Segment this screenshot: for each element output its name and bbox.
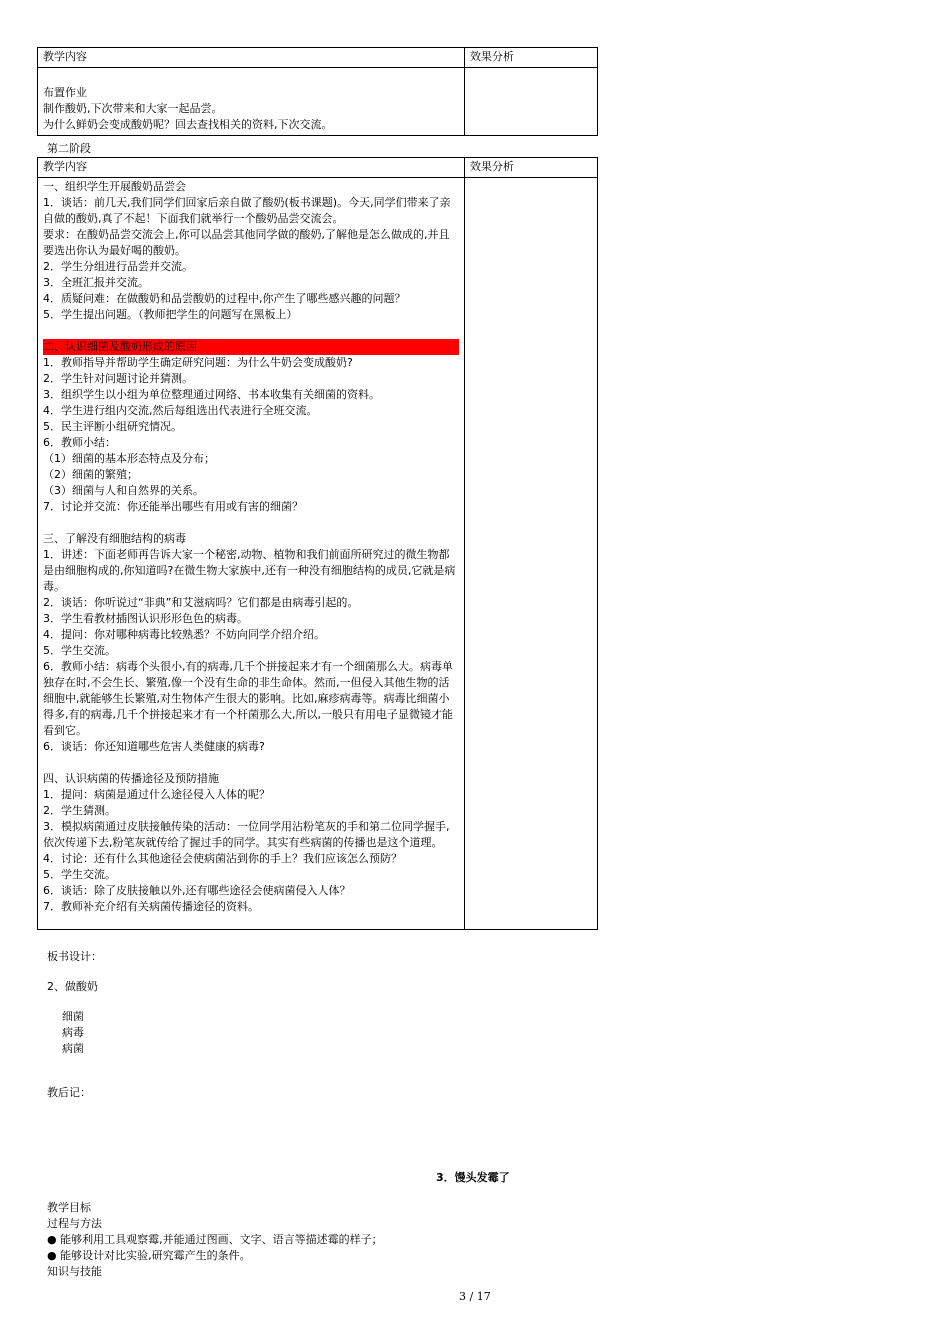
header-teaching-content: 教学内容 (38, 158, 465, 178)
effect-analysis-cell (465, 178, 598, 930)
content-line: 5．学生交流。 (43, 868, 116, 881)
content-line: （3）细菌与人和自然界的关系。 (43, 484, 204, 497)
content-line: 1．讲述：下面老师再告诉大家一个秘密,动物、植物和我们前面所研究过的微生物都是由细胞构成的,你知道吗?在微生物大家族中,还有一种没有细胞结构的成员,它就是病毒。 (43, 548, 456, 593)
table-body-row (38, 178, 598, 930)
content-line: 5．民主评断小组研究情况。 (43, 420, 182, 433)
content-line: 布置作业 (43, 86, 87, 99)
content-line: 4．学生进行组内交流,然后每组选出代表进行全班交流。 (43, 404, 318, 417)
board-item: 细菌 (62, 1010, 84, 1023)
content-line: 3．组织学生以小组为单位整理通过网络、书本收集有关细菌的资料。 (43, 388, 380, 401)
teaching-content-cell (38, 178, 465, 930)
board-design-label: 板书设计： (47, 950, 102, 963)
lesson-line: 过程与方法 (47, 1217, 102, 1230)
lesson-bullet-line: ● 能够利用工具观察霉,并能通过图画、文字、语言等描述霉的样子； (47, 1233, 383, 1246)
content-line: 6．教师小结： (43, 436, 116, 449)
blank-line (43, 755, 459, 771)
highlighted-section-heading: 二、认识细菌及酸奶形成的原因 (43, 339, 459, 355)
table-header-row (38, 48, 598, 68)
content-line: （2）细菌的繁殖； (43, 468, 138, 481)
content-line: 2．谈话：你听说过“非典”和艾滋病吗？它们都是由病毒引起的。 (43, 596, 359, 609)
header-effect-analysis: 效果分析 (465, 158, 598, 178)
section-heading: 三、了解没有细胞结构的病毒 (43, 532, 186, 545)
table-body-row (38, 68, 598, 136)
lesson-table-2 (37, 157, 598, 930)
content-line: 1．谈话：前几天,我们同学们回家后亲自做了酸奶(板书课题)。今天,同学们带来了亲自做的酸奶,真了不起！下面我们就举行一个酸奶品尝交流会。 (43, 196, 451, 225)
header-effect-analysis: 效果分析 (465, 48, 598, 68)
content-line: 1．教师指导并帮助学生确定研究问题：为什么牛奶会变成酸奶? (43, 356, 353, 369)
content-line: 4．提问：你对哪种病毒比较熟悉？不妨向同学介绍介绍。 (43, 628, 325, 641)
content-line (43, 69, 459, 85)
lesson-table-1 (37, 47, 598, 136)
lesson-line: 教学目标 (47, 1201, 91, 1214)
content-line: 2．学生分组进行品尝并交流。 (43, 260, 193, 273)
content-line: 6．谈话：你还知道哪些危害人类健康的病毒? (43, 740, 265, 753)
board-topic: 2、做酸奶 (47, 980, 98, 993)
content-line: 5．学生提出问题。（教师把学生的问题写在黑板上） (43, 308, 298, 321)
content-line: 要求：在酸奶品尝交流会上,你可以品尝其他同学做的酸奶,了解他是怎么做成的,并且要选出你认为最好喝的酸奶。 (43, 228, 450, 257)
content-line: 2．学生猜测。 (43, 804, 116, 817)
blank-line (43, 515, 459, 531)
content-line: 1．提问：病菌是通过什么途径侵入人体的呢？ (43, 788, 270, 801)
table-header-row (38, 158, 598, 178)
content-line: 制作酸奶,下次带来和大家一起品尝。 (43, 102, 223, 115)
content-line: 4．讨论：还有什么其他途径会使病菌沾到你的手上？我们应该怎么预防？ (43, 852, 402, 865)
content-line: 7．讨论并交流：你还能举出哪些有用或有害的细菌？ (43, 500, 303, 513)
content-line: 2．学生针对问题讨论并猜测。 (43, 372, 193, 385)
header-teaching-content: 教学内容 (38, 48, 465, 68)
lesson-bullet-line: ● 能够设计对比实验,研究霉产生的条件。 (47, 1249, 251, 1262)
content-line: 5．学生交流。 (43, 644, 116, 657)
content-line: 3．模拟病菌通过皮肤接触传染的活动：一位同学用沾粉笔灰的手和第二位同学握手,依次传递下去,粉笔灰就传给了握过手的同学。其实有些病菌的传播也是这个道理。 (43, 820, 450, 849)
content-line: 3．学生看教材插图认识形形色色的病毒。 (43, 612, 248, 625)
content-line: 7．教师补充介绍有关病菌传播途径的资料。 (43, 900, 259, 913)
content-line: 一、组织学生开展酸奶品尝会 (43, 180, 186, 193)
content-line: 6．教师小结：病毒个头很小,有的病毒,几千个拼接起来才有一个细菌那么大。病毒单独存在时,不会生长、繁殖,像一个没有生命的非生命体。然而,一但侵入其他生物的活细胞中,就能够生长繁殖,对生物体产生很大的影响。比如,麻疹病毒等。病毒比细菌小得多,有的病毒,几千个拼接起来才有一个杆菌那么大,所以,一般只有用电子显微镜才能看到它。 (43, 660, 453, 737)
teaching-content-cell (38, 68, 465, 136)
content-line: 为什么鲜奶会变成酸奶呢？回去查找相关的资料,下次交流。 (43, 118, 333, 131)
content-line: 4．质疑问难：在做酸奶和品尝酸奶的过程中,你产生了哪些感兴趣的问题？ (43, 292, 406, 305)
afterword-label: 教后记： (47, 1086, 91, 1099)
page-number: 3 / 17 (459, 1290, 491, 1303)
lesson-title: 3．馒头发霉了 (436, 1171, 510, 1184)
blank-line (43, 323, 459, 339)
effect-analysis-cell (465, 68, 598, 136)
board-item: 病菌 (62, 1042, 84, 1055)
content-line: 6．谈话：除了皮肤接触以外,还有哪些途径会使病菌侵入人体？ (43, 884, 351, 897)
content-line: （1）细菌的基本形态特点及分布； (43, 452, 215, 465)
section-heading: 四、认识病菌的传播途径及预防措施 (43, 772, 219, 785)
stage-label: 第二阶段 (47, 142, 91, 155)
lesson-line: 知识与技能 (47, 1265, 102, 1278)
board-item: 病毒 (62, 1026, 84, 1039)
content-line: 3．全班汇报并交流。 (43, 276, 149, 289)
